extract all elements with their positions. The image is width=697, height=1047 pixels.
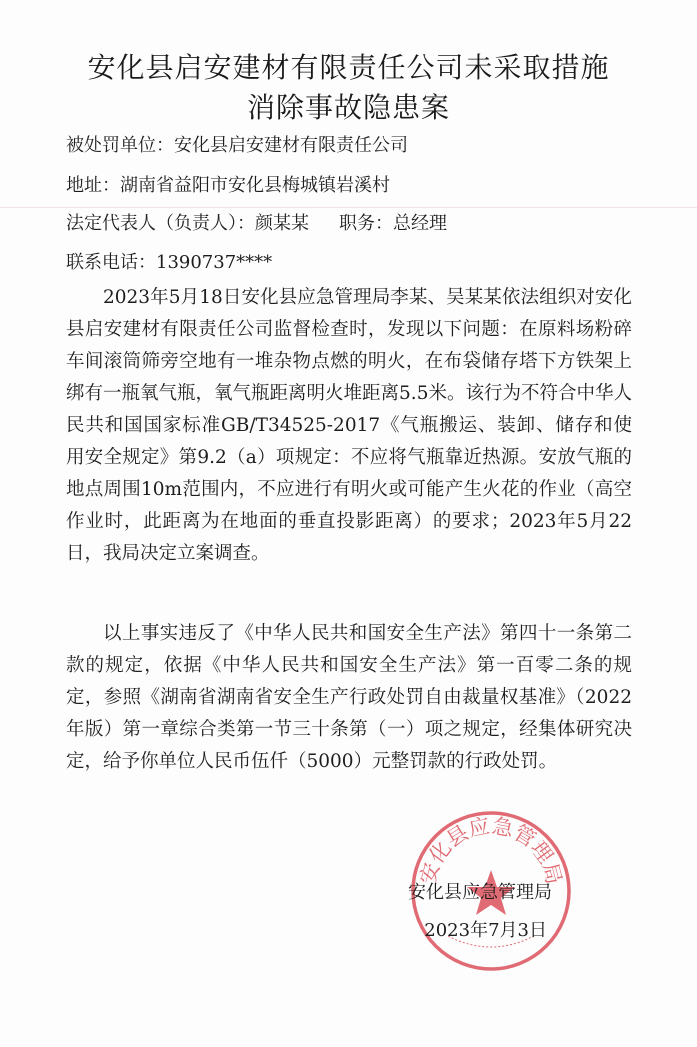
address: 地址：湖南省益阳市安化县梅城镇岩溪村	[66, 175, 390, 196]
fact-paragraph: 2023年5月18日安化县应急管理局李某、吴某某依法组织对安化县启安建材有限责任公司监督检查时，发现以下问题：在原料场粉碎车间滚筒筛旁空地有一堆杂物点燃的明火，在布袋储存塔下方铁架上绑有一瓶氧气瓶，氧气瓶距离明火堆距离5.5米。该行为不符合中华人民共和国国家标准GB/T34525-2017《气瓶搬运、装卸、储存和使用安全规定》第9.2（a）项规定：不应将气瓶靠近热源。安放气瓶的地点周围10m范围内，不应进行有明火或可能产生火花的作业（高空作业时，此距离为在地面的垂直投影距离）的要求；2023年5月22日，我局决定立案调查。	[66, 287, 632, 564]
legal-representative: 法定代表人（负责人）：颜某某	[66, 213, 309, 234]
document-title-line2: 消除事故隐患案	[246, 91, 450, 124]
punished-unit: 被处罚单位：安化县启安建材有限责任公司	[66, 135, 408, 156]
seal-text: 安化县应急管理局	[415, 813, 567, 887]
scan-artifact-line	[0, 207, 697, 208]
legal-representative-row	[66, 212, 447, 236]
contact-phone: 联系电话：1390737****	[66, 252, 273, 273]
signature-organization: 安化县应急管理局	[408, 882, 552, 903]
document-title-line1: 安化县启安建材有限责任公司未采取措施	[87, 51, 610, 84]
signature-date: 2023年7月3日	[424, 920, 547, 941]
job-position: 职务：总经理	[339, 213, 447, 234]
decision-paragraph: 以上事实违反了《中华人民共和国安全生产法》第四十一条第二款的规定，依据《中华人民共和国安全生产法》第一百零二条的规定，参照《湖南省湖南省安全生产行政处罚自由裁量权基准》（2022年版）第一章综合类第一节三十条第（一）项之规定，经集体研究决定，给予你单位人民币伍仟（5000）元整罚款的行政处罚。	[66, 623, 632, 772]
